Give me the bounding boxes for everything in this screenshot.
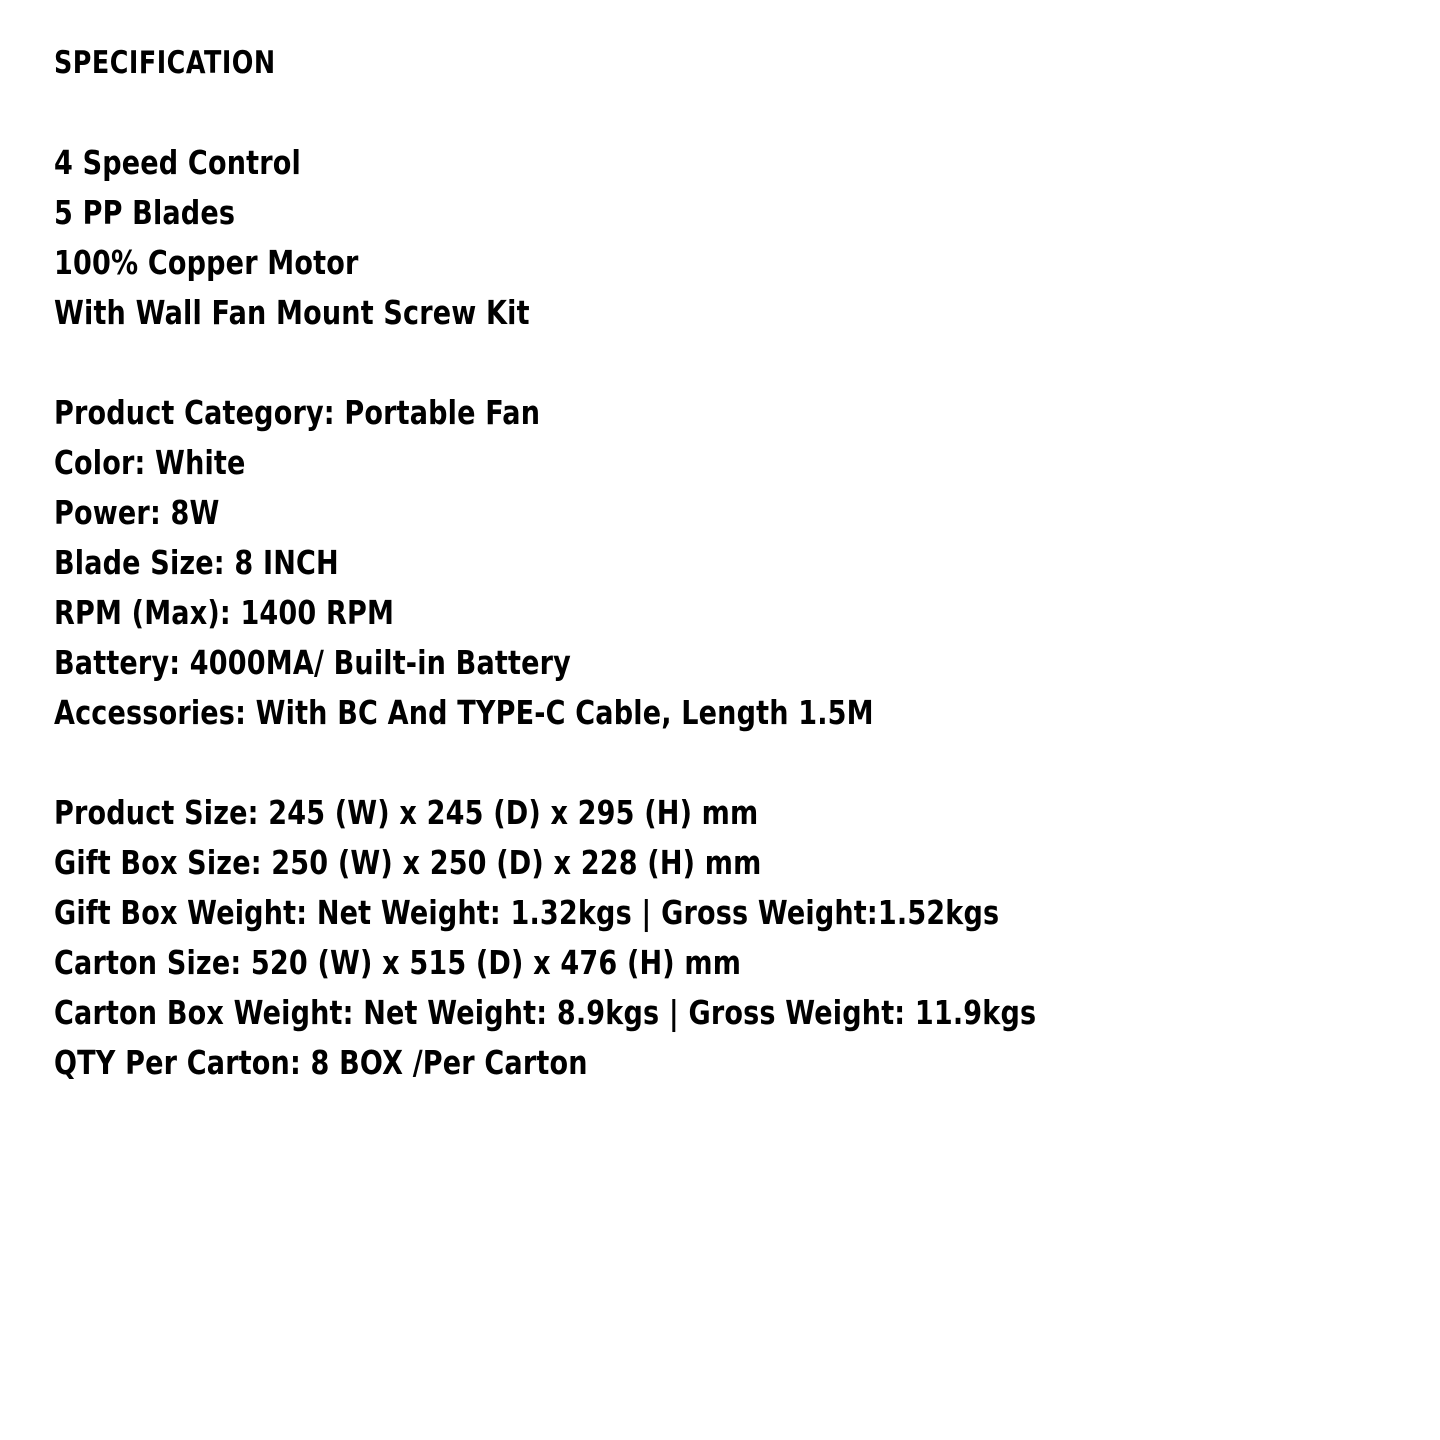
section-spacer (54, 338, 1036, 388)
detail-battery: Battery: 4000MA/ Built-in Battery (54, 643, 571, 682)
packaging-gift-box-weight: Gift Box Weight: Net Weight: 1.32kgs | Gross Weight:1.52kgs (54, 893, 1000, 932)
feature-speed-control: 4 Speed Control (54, 143, 301, 182)
packaging-gift-box-size: Gift Box Size: 250 (W) x 250 (D) x 228 (H) mm (54, 843, 762, 882)
detail-rpm: RPM (Max): 1400 RPM (54, 593, 395, 632)
details-list (54, 388, 1036, 738)
packaging-carton-weight: Carton Box Weight: Net Weight: 8.9kgs | Gross Weight: 11.9kgs (54, 993, 1037, 1032)
detail-power: Power: 8W (54, 493, 220, 532)
section-spacer (54, 88, 1036, 138)
page-title: SPECIFICATION (54, 45, 276, 81)
detail-blade-size: Blade Size: 8 INCH (54, 543, 339, 582)
detail-color: Color: White (54, 443, 246, 482)
feature-motor: 100% Copper Motor (54, 243, 359, 282)
section-spacer (54, 738, 1036, 788)
detail-product-category: Product Category: Portable Fan (54, 393, 541, 432)
specification-sheet (54, 38, 1036, 1088)
packaging-list (54, 788, 1036, 1088)
detail-accessories: Accessories: With BC And TYPE-C Cable, Length 1.5M (54, 693, 874, 732)
packaging-product-size: Product Size: 245 (W) x 245 (D) x 295 (H) mm (54, 793, 759, 832)
packaging-qty-per-carton: QTY Per Carton: 8 BOX /Per Carton (54, 1043, 588, 1082)
feature-mount-kit: With Wall Fan Mount Screw Kit (54, 293, 530, 332)
features-list (54, 138, 1036, 338)
feature-blades: 5 PP Blades (54, 193, 236, 232)
packaging-carton-size: Carton Size: 520 (W) x 515 (D) x 476 (H) mm (54, 943, 742, 982)
